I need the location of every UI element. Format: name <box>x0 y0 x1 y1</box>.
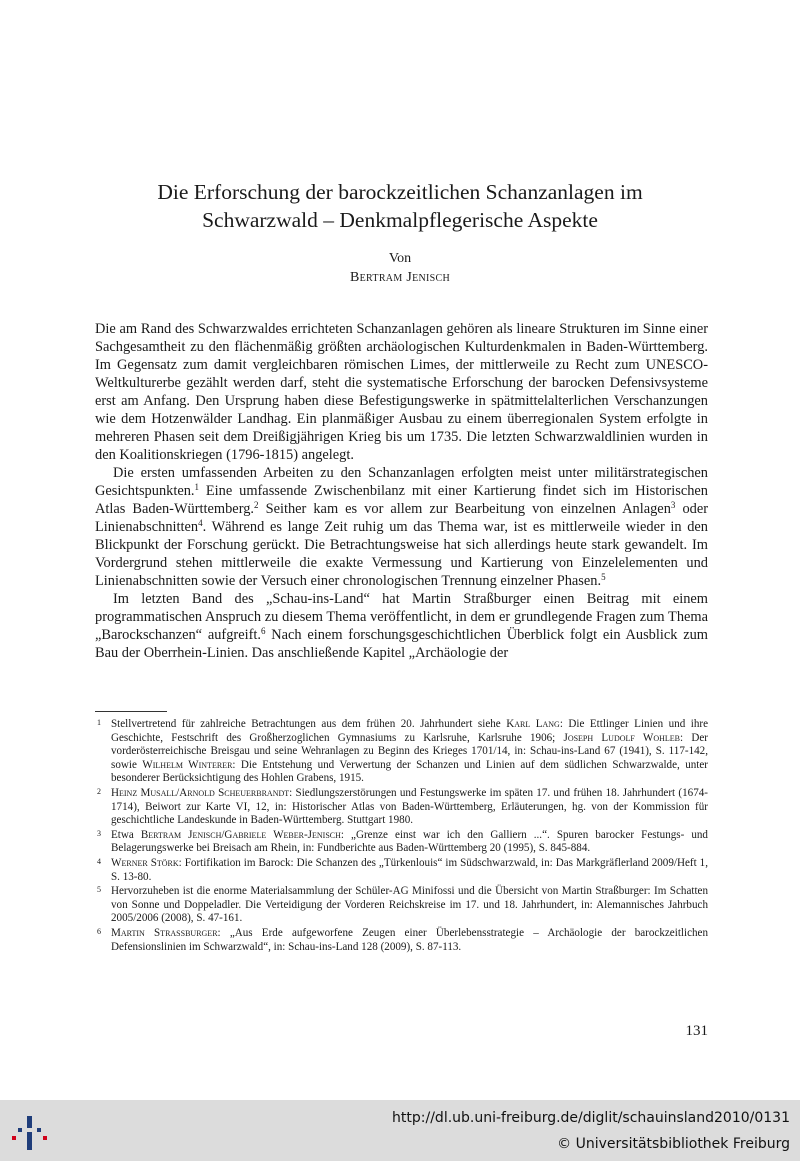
footnote-text: : Siedlungszerstörungen und Festungswerke im späten 17. und frühen 18. Jahrhundert (1674-1714), Beiwort zur Karte VI, 12, in: Historischer Atlas von Baden-Württemberg, Erläuterungen, hg. von der Kommission für geschichtliche Landeskunde in Baden-Württemberg. Stuttgart 1980. <box>111 786 708 827</box>
footnote-2 <box>95 787 708 828</box>
title-line-2: Schwarzwald – Denkmalpflegerische Aspekte <box>202 208 598 232</box>
byline-von: Von <box>388 251 412 266</box>
paragraph-2-text-c: Seither kam es vor allem zur Bearbeitung von einzelnen Anlagen <box>258 501 671 517</box>
footnotes <box>95 718 708 955</box>
paragraph-2-text-a: Die ersten umfassenden Arbeiten zu den Schanzanlagen erfolgten meist unter militärstrategischen Gesichtspunkten. <box>95 465 708 499</box>
footnote-number: 6 <box>97 926 101 936</box>
footnote-author: Joseph Ludolf Wohleb <box>563 731 681 744</box>
footnote-text: : Die Ettlinger Linien und ihre Geschichte, Festschrift des Großherzoglichen Gymnasiums zu Karlsruhe, Karlsruhe 1906; <box>111 718 708 744</box>
author-name: Bertram Jenisch <box>350 270 450 285</box>
footnote-3 <box>95 829 708 856</box>
footnote-text: Hervorzuheben ist die enorme Materialsammlung der Schüler-AG Minifossi und die Übersicht von Martin Straßburger: Im Schatten von Sonne und Doppeladler. Die Verteidigung der Vorderen Reichskreise im 17. und 18. Jahrhundert, in: Alemannisches Jahrbuch 2005/2006 (2008), S. 47-161. <box>111 885 708 925</box>
footnote-ref-2: 2 <box>254 500 259 510</box>
copyright-notice: © Universitätsbibliothek Freiburg <box>557 1136 790 1152</box>
footer-bar <box>0 1100 800 1161</box>
paragraph-2-text-b: Eine umfassende Zwischenbilanz mit einer Kartierung findet sich im Historischen Atlas Baden-Württemberg. <box>95 483 708 517</box>
ub-freiburg-logo-icon <box>8 1110 52 1154</box>
page-number: 131 <box>685 1023 708 1039</box>
paragraph-3-text-a: Im letzten Band des „Schau-ins-Land“ hat Martin Straßburger einen Beitrag mit einem programmatischen Anspruch zu diesem Thema veröffentlicht, in dem er grundlegende Fragen zum Thema „Barockschanzen“ aufgreift. <box>95 591 708 643</box>
footnote-4 <box>95 857 708 884</box>
footnote-number: 2 <box>97 786 101 796</box>
footnote-text: Stellvertretend für zahlreiche Betrachtungen aus dem frühen 20. Jahrhundert siehe <box>111 718 507 730</box>
paragraph-2 <box>95 464 708 590</box>
footnote-number: 5 <box>97 885 101 895</box>
footnote-author: Wilhelm Winterer <box>142 758 233 771</box>
source-url-link[interactable]: http://dl.ub.uni-freiburg.de/diglit/schauinsland2010/0131 <box>392 1110 790 1126</box>
footnote-ref-4: 4 <box>198 518 203 528</box>
paragraph-2-text-e: . Während es lange Zeit ruhig um das Thema war, ist es mittlerweile wieder in den Blickpunkt der Forschung gerückt. Die Betrachtungsweise hat sich allerdings heute stark gewandelt. Im Vordergrund stehen mittlerweile die exakte Vermessung und Kartierung von Einzelelementen und Linienabschnitten sowie der Versuch einer chronologischen Trennung einzelner Phasen. <box>95 519 708 589</box>
footnote-author: Bertram Jenisch/Gabriele Weber-Jenisch <box>140 828 341 841</box>
footnote-6 <box>95 927 708 954</box>
article-title <box>90 178 710 234</box>
footnote-number: 4 <box>97 856 101 866</box>
footnote-5 <box>95 885 708 926</box>
footnote-ref-6: 6 <box>260 626 266 636</box>
article-body <box>95 320 708 662</box>
footnote-separator <box>95 711 167 712</box>
footnote-text: : „Grenze einst war ich den Galliern ...“. Spuren barocker Festungs- und Belagerungswerke bei Breisach am Rhein, in: Fundberichte aus Baden-Württemberg 20 (1995), S. 845-884. <box>111 828 708 855</box>
footnote-number: 1 <box>97 718 101 727</box>
footnote-text: : Fortifikation im Barock: Die Schanzen des „Türkenlouis“ im Südschwarzwald, in: Das Markgräflerland 2009/Heft 1, S. 13-80. <box>111 856 708 883</box>
footnote-author: Karl Lang <box>506 718 560 730</box>
paragraph-1: Die am Rand des Schwarzwaldes errichteten Schanzanlagen gehören als lineare Strukturen im Sinne einer Sachgesamtheit zu den flächenmäßig größten archäologischen Kulturdenkmalen in Baden-Württemberg. Im Gegensatz zum damit vergleichbaren römischen Limes, der mittlerweile zu Recht zum UNESCO-Weltkulturerbe gezählt werden darf, steht die systematische Erforschung der barocken Defensivsysteme erst am Anfang. Den Ursprung haben diese Befestigungswerke in spätmittelalterlichen Verschanzungen wie dem Hotzenwälder Landhag. Ein planmäßiger Ausbau zu einem überregionalen System erfolgte in mehreren Phasen seit dem Dreißigjährigen Krieg bis um 1735. Die letzten Schwarzwaldlinien wurden in den Koalitionskriegen (1796-1815) angelegt. <box>95 321 708 463</box>
footnote-text: : Der vorderösterreichische Breisgau und seine Wehranlagen zu Beginn des Krieges 1701/14, in: Schau-ins-Land 67 (1941), S. 117-142, sowie <box>111 731 708 771</box>
title-line-1: Die Erforschung der barockzeitlichen Schanzanlagen im <box>157 180 643 204</box>
footnote-ref-5: 5 <box>601 572 606 582</box>
footnote-author: Martin Straßburger <box>111 926 218 939</box>
footnote-text: : „Aus Erde aufgeworfene Zeugen einer Überlebensstrategie – Archäologie der barockzeitlichen Defensionslinien im Schwarzwald“, in: Schau-ins-Land 128 (2009), S. 87-113. <box>111 926 709 953</box>
footnote-text: Etwa <box>111 828 141 841</box>
footnote-text: : Die Entstehung und Verwertung der Schanzen und Linien auf dem südlichen Schwarzwalde, unter besonderer Berücksichtigung des Hohlen Grabens, 1915. <box>111 758 708 785</box>
paragraph-3-text-b: Nach einem forschungsgeschichtlichen Überblick folgt ein Ausblick zum Bau der Oberrhein-Linien. Das anschließende Kapitel „Archäologie der <box>95 627 708 661</box>
paragraph-2-text-d: oder Linienabschnitten <box>95 501 709 535</box>
footnote-ref-3: 3 <box>670 500 676 510</box>
paragraph-3 <box>95 590 708 662</box>
footnote-1 <box>95 718 708 786</box>
footnote-author: Werner Störk <box>111 856 179 869</box>
footnote-author: Heinz Musall/Arnold Scheuerbrandt <box>111 786 290 799</box>
footnote-number: 3 <box>97 828 101 838</box>
footnote-ref-1: 1 <box>194 482 200 492</box>
